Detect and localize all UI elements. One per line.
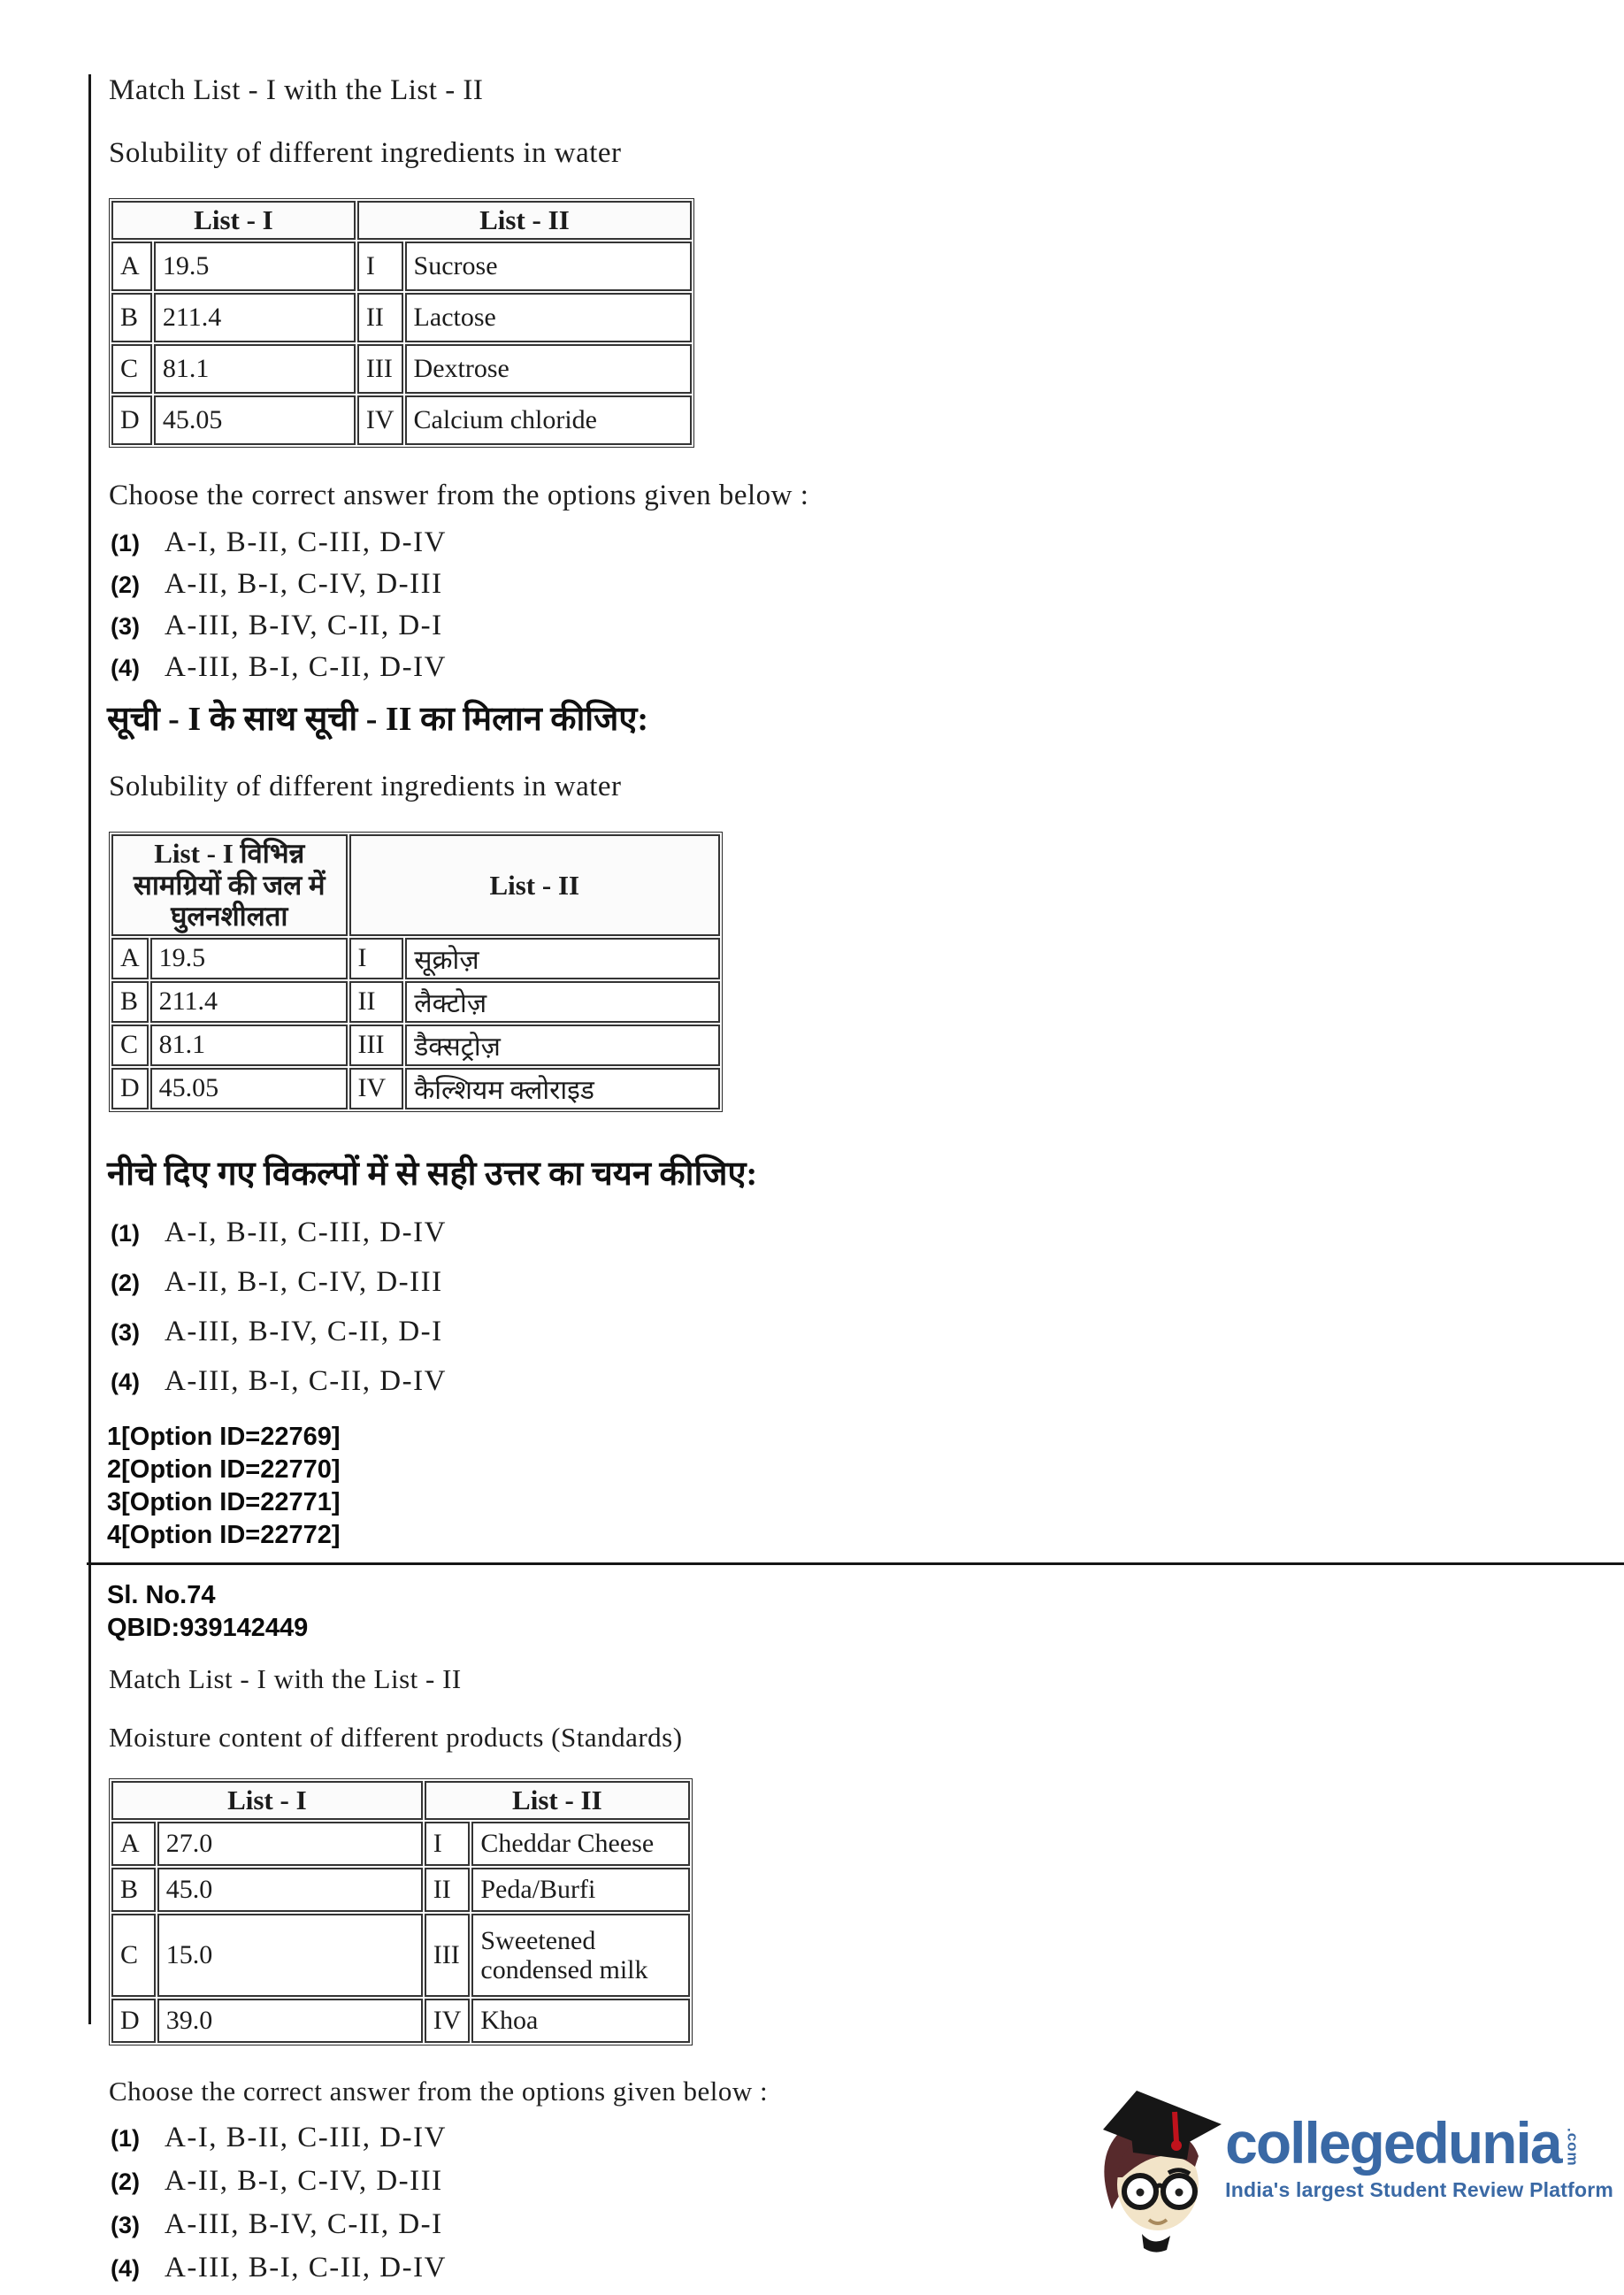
option-text: A-I, B-II, C-III, D-IV <box>165 526 447 558</box>
list1-header: List - I <box>111 1781 423 1820</box>
question-subtitle: Moisture content of different products (Standards) <box>109 1721 683 1753</box>
table-header-row <box>111 834 720 936</box>
option-1 <box>111 1217 1492 1249</box>
row-name: Sucrose <box>405 242 692 291</box>
match-heading-en: Match List - I with the List - II <box>109 1662 462 1694</box>
option-number: (3) <box>111 2211 140 2238</box>
row-letter: A <box>111 1822 156 1866</box>
option-text: A-I, B-II, C-III, D-IV <box>165 2121 447 2153</box>
row-letter: D <box>111 395 152 445</box>
row-roman: III <box>349 1025 404 1066</box>
row-name: सूक्रोज़ <box>405 938 720 979</box>
option-3 <box>111 1316 1492 1348</box>
option-3 <box>111 610 1492 642</box>
row-name: कैल्शियम क्लोराइड <box>405 1068 720 1109</box>
row-letter: B <box>111 293 152 342</box>
option-number: (3) <box>111 1318 140 1346</box>
row-value: 45.05 <box>150 1068 348 1109</box>
option-4 <box>111 651 1492 684</box>
row-roman: I <box>357 242 403 291</box>
row-roman: III <box>425 1914 471 1997</box>
option-text: A-III, B-IV, C-II, D-I <box>165 1315 443 1347</box>
match-heading-en: Match List - I with the List - II <box>109 74 484 106</box>
option-text: A-II, B-I, C-IV, D-III <box>165 1265 443 1298</box>
row-name: डैक्सट्रोज़ <box>405 1025 720 1066</box>
question-73-block <box>107 74 1492 1552</box>
table-row <box>111 1914 690 1997</box>
option-id: 2[Option ID=22770] <box>107 1455 341 1485</box>
row-roman: IV <box>349 1068 404 1109</box>
row-letter: A <box>111 242 152 291</box>
row-value: 19.5 <box>154 242 356 291</box>
option-number: (2) <box>111 2168 140 2195</box>
row-name: Peda/Burfi <box>471 1868 690 1912</box>
option-1 <box>111 526 1492 559</box>
row-value: 27.0 <box>157 1822 423 1866</box>
row-name: Cheddar Cheese <box>471 1822 690 1866</box>
brand-tagline: India's largest Student Review Platform <box>1225 2177 1613 2201</box>
row-value: 81.1 <box>150 1025 348 1066</box>
row-value: 39.0 <box>157 1999 423 2043</box>
option-number: (1) <box>111 1219 140 1247</box>
row-roman: I <box>349 938 404 979</box>
table-header-row <box>111 1781 690 1820</box>
option-number: (3) <box>111 613 140 640</box>
option-number: (1) <box>111 2124 140 2152</box>
option-id-list <box>107 1421 1492 1552</box>
question-paper-content <box>107 62 1492 2295</box>
row-value: 81.1 <box>154 344 356 394</box>
match-heading-hindi: सूची - I के साथ सूची - II का मिलान कीजिए: <box>107 701 649 738</box>
table-row <box>111 1025 720 1066</box>
row-value: 19.5 <box>150 938 348 979</box>
question-subtitle-en: Solubility of different ingredients in water <box>109 137 622 169</box>
table-row <box>111 395 692 445</box>
row-value: 211.4 <box>150 981 348 1023</box>
options-list-en <box>107 526 1492 684</box>
option-text: A-III, B-I, C-II, D-IV <box>165 651 447 683</box>
row-letter: D <box>111 1999 156 2043</box>
list2-header: List - II <box>357 201 692 240</box>
option-2 <box>111 568 1492 601</box>
table-row <box>111 1068 720 1109</box>
row-roman: IV <box>425 1999 471 2043</box>
row-name: Dextrose <box>405 344 692 394</box>
option-text: A-III, B-I, C-II, D-IV <box>165 1364 447 1397</box>
option-text: A-III, B-I, C-II, D-IV <box>165 2251 447 2283</box>
row-letter: D <box>111 1068 149 1109</box>
brand-wordmark: collegedunia <box>1225 2110 1561 2176</box>
solubility-table-english <box>109 198 694 448</box>
options-list-hindi-block <box>107 1217 1492 1398</box>
question-divider-rule <box>87 1562 1624 1565</box>
option-number: (4) <box>111 2254 140 2282</box>
option-number: (4) <box>111 655 140 681</box>
row-value: 45.05 <box>154 395 356 445</box>
option-4 <box>111 1365 1492 1398</box>
option-id: 4[Option ID=22772] <box>107 1521 341 1550</box>
collegedunia-logo <box>1087 2085 1613 2260</box>
question-subtitle-hindi-block: Solubility of different ingredients in water <box>109 771 622 802</box>
row-letter: A <box>111 938 149 979</box>
moisture-table <box>109 1778 693 2046</box>
table-row <box>111 1868 690 1912</box>
row-roman: IV <box>357 395 403 445</box>
table-row <box>111 1999 690 2043</box>
row-name: Lactose <box>405 293 692 342</box>
table-header-row <box>111 201 692 240</box>
option-text: A-II, B-I, C-IV, D-III <box>165 2164 443 2197</box>
table-row <box>111 1822 690 1866</box>
list2-header: List - II <box>349 834 720 936</box>
option-number: (4) <box>111 1368 140 1395</box>
row-roman: II <box>349 981 404 1023</box>
list1-header: List - I <box>111 201 356 240</box>
option-id: 1[Option ID=22769] <box>107 1422 341 1451</box>
row-roman: II <box>425 1868 471 1912</box>
row-roman: I <box>425 1822 471 1866</box>
choose-instruction: Choose the correct answer from the options given below : <box>109 2075 769 2107</box>
serial-number: Sl. No.74 <box>107 1581 216 1610</box>
choose-instruction-hindi: नीचे दिए गए विकल्पों में से सही उत्तर का चयन कीजिए: <box>107 1155 758 1193</box>
option-id: 3[Option ID=22771] <box>107 1488 341 1517</box>
brand-domain-suffix: .com <box>1564 2128 1582 2167</box>
table-row <box>111 293 692 342</box>
table-row <box>111 344 692 394</box>
option-number: (1) <box>111 530 140 556</box>
row-value: 15.0 <box>157 1914 423 1997</box>
table-row <box>111 242 692 291</box>
row-letter: C <box>111 344 152 394</box>
row-letter: C <box>111 1914 156 1997</box>
row-name: Sweetened condensed milk <box>471 1914 690 1997</box>
row-letter: B <box>111 981 149 1023</box>
option-2 <box>111 1266 1492 1299</box>
option-text: A-II, B-I, C-IV, D-III <box>165 568 443 600</box>
row-roman: II <box>357 293 403 342</box>
option-number: (2) <box>111 572 140 598</box>
row-roman: III <box>357 344 403 394</box>
row-value: 45.0 <box>157 1868 423 1912</box>
table-row <box>111 981 720 1023</box>
option-text: A-III, B-IV, C-II, D-I <box>165 610 443 641</box>
row-name: लैक्टोज़ <box>405 981 720 1023</box>
qbid: QBID:939142449 <box>107 1614 309 1643</box>
row-name: Calcium chloride <box>405 395 692 445</box>
row-name: Khoa <box>471 1999 690 2043</box>
table-row <box>111 938 720 979</box>
row-letter: C <box>111 1025 149 1066</box>
list2-header: List - II <box>425 1781 690 1820</box>
left-border-rule <box>88 74 91 2024</box>
graduate-mascot-icon <box>1087 2085 1222 2260</box>
option-text: A-III, B-IV, C-II, D-I <box>165 2207 443 2240</box>
option-text: A-I, B-II, C-III, D-IV <box>165 1216 447 1248</box>
option-number: (2) <box>111 1269 140 1296</box>
row-letter: B <box>111 1868 156 1912</box>
solubility-table-hindi <box>109 832 723 1112</box>
row-value: 211.4 <box>154 293 356 342</box>
choose-instruction-en: Choose the correct answer from the options given below : <box>109 480 809 511</box>
list1-header-hindi: List - I विभिन्न सामग्रियों की जल में घुलनशीलता <box>111 834 348 936</box>
